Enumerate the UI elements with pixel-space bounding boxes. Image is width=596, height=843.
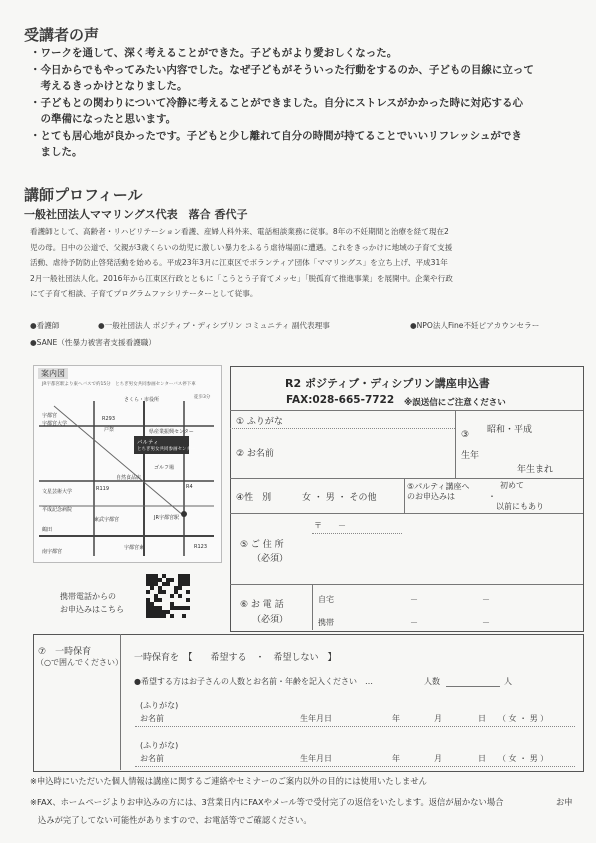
phone-required: （必須）	[252, 615, 289, 625]
partie-first[interactable]: 初めて	[500, 481, 524, 490]
bio-line: 活動、虐待予防防止啓発活動を始める。平成23年3月に江東区でボランティア団体「ママリングス」を立ち上げ、平成31年	[30, 258, 448, 268]
map-walk-note: 徒歩3分	[194, 395, 211, 400]
reply-note-end: お申	[556, 797, 573, 807]
map-label: R293	[102, 416, 116, 422]
dash: －	[410, 618, 418, 627]
partie-label: ⑤パルティ講座へのお申込みは	[407, 482, 470, 501]
qualification: ●NPO法人Fine不妊ピアカウンセラー	[410, 321, 540, 330]
child-furigana: (ふりがな)	[140, 741, 179, 750]
map-label: JR宇都宮駅	[154, 515, 179, 521]
gender-label: ④性 別	[236, 493, 272, 503]
profile-title: 講師プロフィール	[24, 186, 143, 204]
map-label: R123	[194, 544, 208, 550]
feedback-line: ・ワークを通して、深く考えることができた。子どもがより愛おしくなった。	[30, 47, 398, 59]
bio-line: にて子育て相談、子育てプログラムファシリテーターとして従事。	[30, 289, 258, 299]
birth-number: ③	[461, 430, 470, 440]
map-label: 戸祭	[104, 427, 115, 433]
birth-suffix: 年生まれ	[517, 465, 554, 475]
name-field[interactable]	[330, 432, 450, 474]
map-label: 自然食品店	[116, 475, 142, 481]
count-label: 人数	[424, 677, 440, 686]
feedback-title: 受講者の声	[24, 26, 100, 44]
address-field[interactable]	[312, 538, 577, 580]
partie-sep: ・	[488, 492, 496, 501]
childcare-label: ⑦ 一時保育	[38, 647, 92, 657]
form-title: R2 ポジティブ・ディシプリン講座申込書	[285, 377, 490, 390]
child-day: 日	[478, 754, 486, 763]
privacy-note: ※申込時にいただいた個人情報は講座に関するご連絡やセミナーのご案内以外の目的には使用いたしません	[30, 776, 427, 786]
childcare-note: ●希望する方はお子さんの人数とお名前・年齢を記入ください …	[134, 677, 373, 686]
partie-before[interactable]: 以前にもあり	[496, 502, 544, 511]
address-required: （必須）	[252, 554, 289, 564]
furigana-field[interactable]	[330, 412, 450, 426]
postal-code[interactable]: 〒 －	[314, 521, 346, 530]
map-label: 県産業振興センター	[149, 429, 194, 435]
feedback-line: ました。	[30, 146, 83, 158]
map-label: R119	[96, 486, 110, 492]
count-unit: 人	[504, 677, 512, 686]
instructor-bio	[30, 224, 586, 302]
qualification: ●看護師	[30, 321, 60, 330]
birth-label: 生年	[461, 451, 480, 461]
gender-options[interactable]: 女 ・ 男 ・ その他	[302, 493, 377, 503]
count-field[interactable]	[446, 674, 500, 687]
dash: －	[410, 595, 418, 604]
child-dob-label: 生年月日	[300, 754, 332, 763]
child-year: 年	[392, 754, 400, 763]
map-label: 宇都宮東	[124, 545, 145, 551]
feedback-line: の準備になったと思います。	[30, 113, 177, 125]
child-day: 日	[478, 714, 486, 723]
fax-note: ※誤送信にご注意ください	[404, 398, 506, 408]
reply-note: ※FAX、ホームページよりお申込みの方には、3営業日内にFAXやメール等で受付完了の返信をいたします。返信が届かない場合	[30, 797, 504, 807]
child-name-label: お名前	[140, 714, 164, 723]
map-label-center: パルティ	[137, 440, 159, 446]
address-label: ⑤ ご 住 所	[240, 540, 284, 550]
qualification: ●一般社団法人 ポジティブ・ディシプリン コミュニティ 副代表理事	[98, 321, 330, 330]
map-label: 宇都宮大学	[42, 421, 68, 427]
home-phone-label: 自宅	[318, 595, 334, 604]
instructor-name: 一般社団法人ママリングス代表 落合 香代子	[24, 208, 248, 221]
feedback-line: ・とても居心地が良かったです。子どもと少し離れて自分の時間が持てることでいいリフレッシュができ	[30, 129, 522, 142]
guide-map	[33, 365, 222, 563]
childcare-question[interactable]: 一時保育を 【 希望する ・ 希望しない 】	[134, 653, 337, 663]
feedback-line: 考えるきっかけとなりました。	[30, 80, 188, 92]
mobile-note	[60, 590, 124, 616]
qualification: ●SANE（性暴力被害者支援看護職）	[30, 338, 156, 347]
map-label: R4	[186, 484, 193, 490]
mobile-phone-label: 携帯	[318, 618, 334, 627]
child-dob-label: 生年月日	[300, 714, 332, 723]
mobile-note-line: お申込みはこちら	[60, 605, 124, 614]
map-label-center2: とちぎ男女共同参画センター	[137, 447, 196, 452]
child-sex[interactable]: （ 女 ・ 男 ）	[498, 754, 549, 763]
child-month: 月	[434, 714, 442, 723]
dash: －	[482, 595, 490, 604]
qr-code[interactable]	[146, 574, 190, 618]
child-month: 月	[434, 754, 442, 763]
fax-number: FAX:028-665-7722	[286, 394, 395, 406]
map-label: 文星芸術大学	[42, 489, 73, 495]
mobile-note-line: 携帯電話からの	[60, 592, 116, 601]
map-label: 平成記念病院	[42, 507, 73, 513]
map-label: 鶴田	[42, 527, 53, 533]
dash: －	[482, 618, 490, 627]
map-label: 東武宇都宮	[94, 517, 120, 523]
bio-line: 児の母。日中の公道で、父親が3歳くらいの幼児に激しい暴力をふるう虐待場面に遭遇。これをきっかけに地域の子育て支援	[30, 242, 453, 252]
child-sex[interactable]: （ 女 ・ 男 ）	[498, 714, 549, 723]
reply-note-cont: 込みが完了してない可能性がありますので、お電話等でご確認ください。	[38, 815, 312, 825]
furigana-label: ① ふりがな	[236, 417, 283, 427]
feedback-line: ・今日からでもやってみたい内容でした。なぜ子どもがそういった行動をするのか、子どもの目線に立って	[30, 63, 534, 76]
feedback-list	[30, 45, 580, 161]
map-label: ゴルフ場	[154, 465, 175, 471]
child-name-label: お名前	[140, 754, 164, 763]
map-label: 南宇都宮	[42, 549, 63, 555]
phone-label: ⑥ お 電 話	[240, 600, 284, 610]
bio-line: 2月一般社団法人化。2016年から江東区行政とともに「こうとう子育てメッセ」「脱孤育て推進事業」を展開中。企業や行政	[30, 273, 453, 283]
bio-line: 看護師として、高齢者・リハビリテーション看護、産婦人科外来、電話相談業務に従事。8年の不妊期間と治療を経て現在2	[30, 227, 449, 236]
child-furigana: (ふりがな)	[140, 701, 179, 710]
map-label: 宇都宮	[42, 413, 58, 419]
map-label: さくら・市役所	[124, 397, 160, 403]
childcare-circle-note: （○で囲んでください）	[36, 658, 123, 667]
birth-era[interactable]: 昭和・平成	[487, 425, 533, 435]
name-label: ② お名前	[236, 449, 274, 459]
feedback-line: ・子どもとの関わりについて冷静に考えることができました。自分にストレスがかかった時に対応する心	[30, 96, 523, 109]
map-title: 案内図	[38, 368, 68, 379]
child-year: 年	[392, 714, 400, 723]
map-access-note: JR宇都宮駅より東へバスで約15分 とちぎ男女共同参画センターバス停下車	[42, 382, 196, 387]
